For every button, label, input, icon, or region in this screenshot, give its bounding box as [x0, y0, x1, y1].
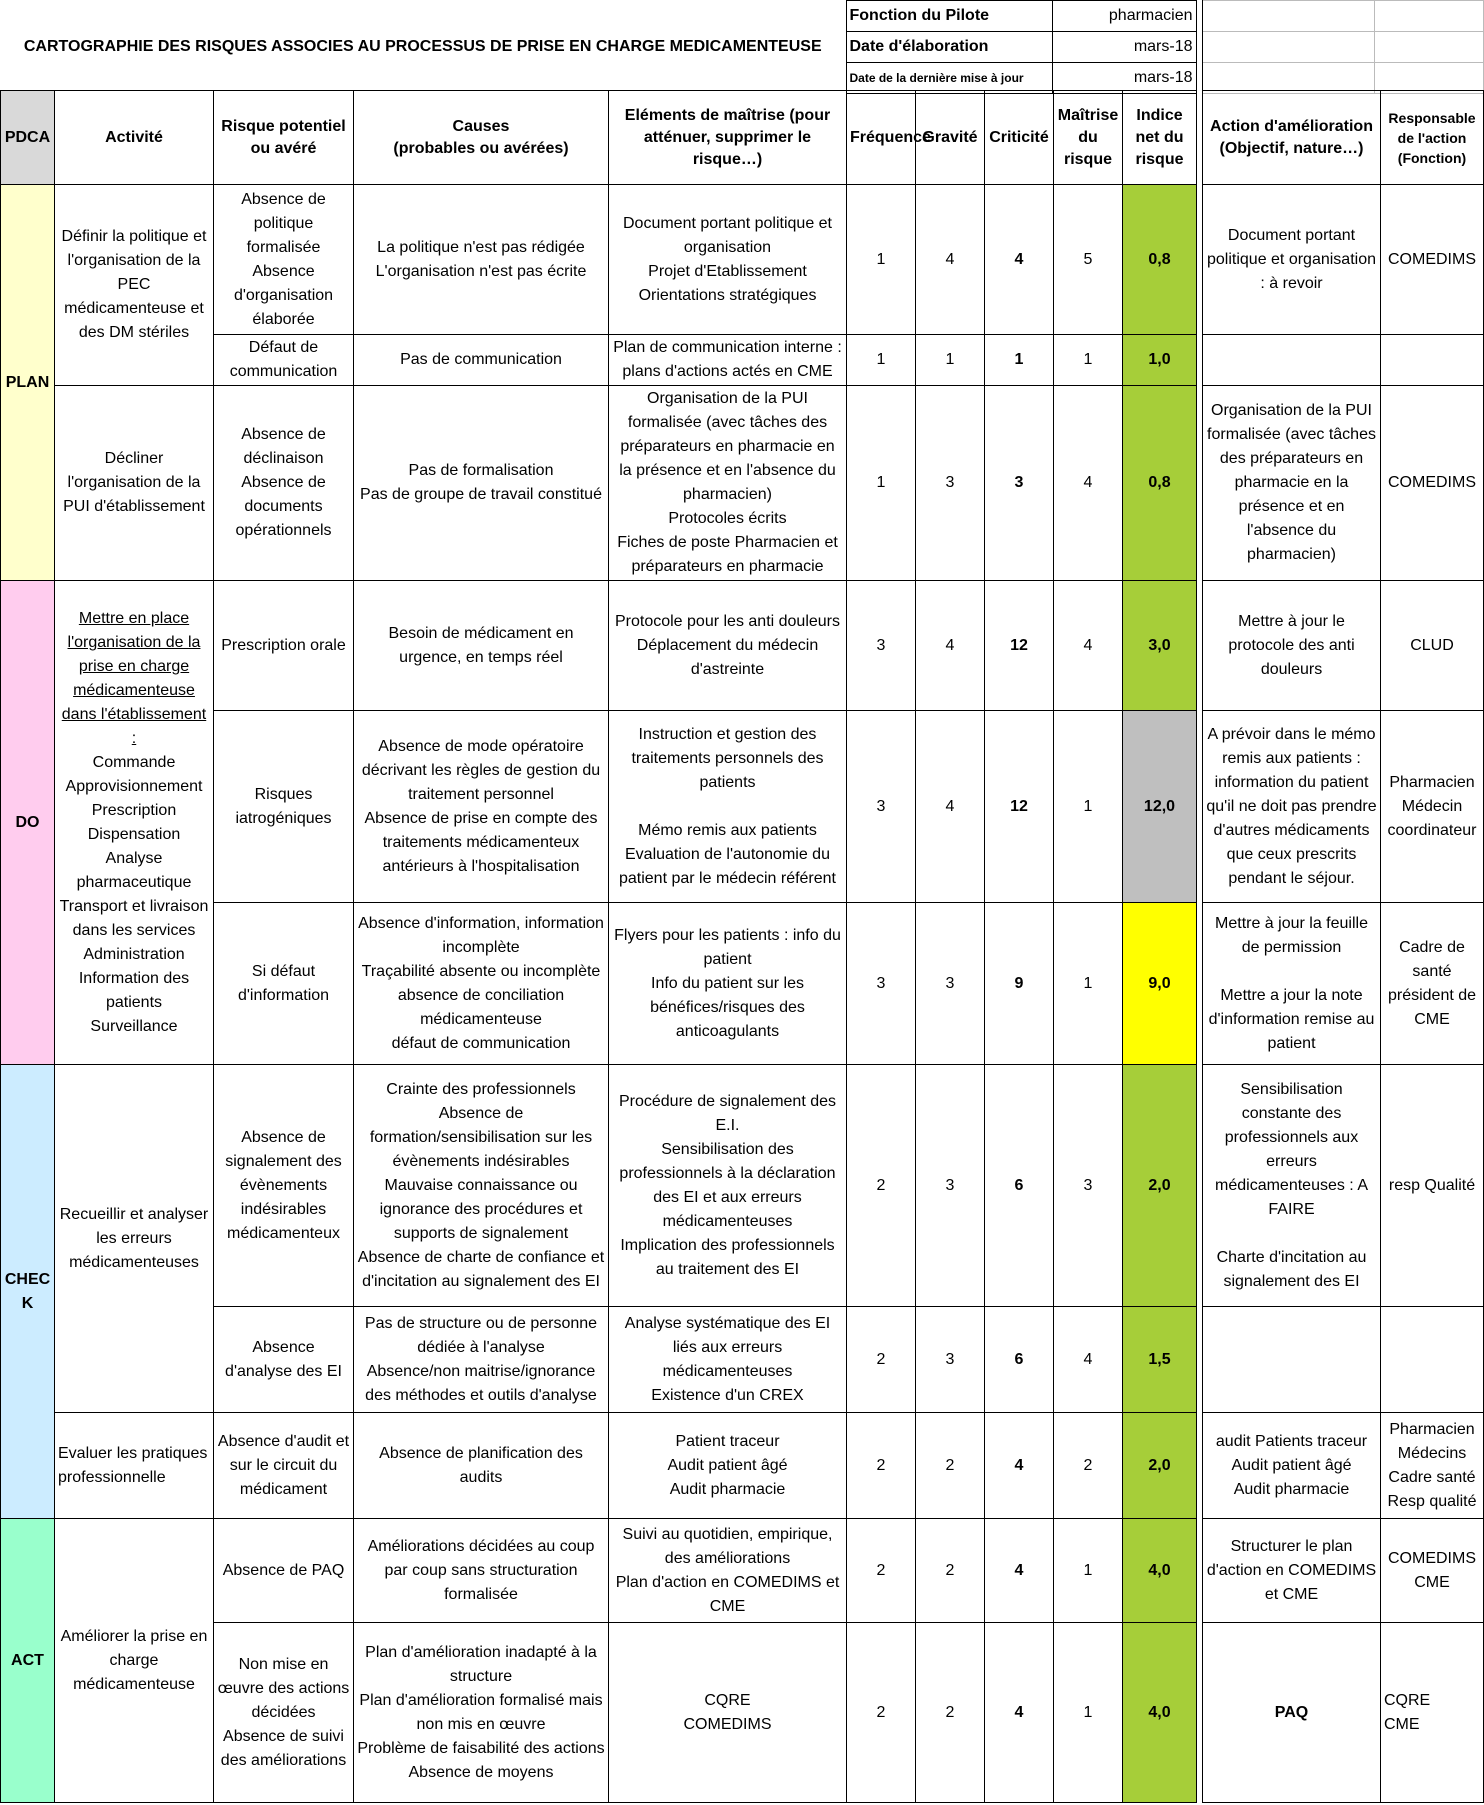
net-index-cell: 12,0: [1123, 711, 1197, 903]
criticity-cell: 6: [985, 1307, 1054, 1413]
causes-cell: Besoin de médicament en urgence, en temps réel: [354, 581, 609, 711]
controls-cell: Suivi au quotidien, empirique, des améliorations Plan d'action en COMEDIMS et CME: [609, 1519, 847, 1623]
action-cell: Organisation de la PUI formalisée (avec tâches des préparateurs en pharmacie en la présence et en l'absence du pharmacien): [1203, 386, 1381, 581]
action-cell: A prévoir dans le mémo remis aux patients : information du patient qu'il ne doit pas prendre d'autres médicaments que ceux prescrits pendant le séjour.: [1203, 711, 1381, 903]
phase-check: CHEC K: [1, 1065, 55, 1519]
gravity-cell: 4: [916, 581, 985, 711]
header-pdca: PDCA: [1, 91, 55, 185]
header-causes: Causes (probables ou avérées): [354, 91, 609, 185]
frequency-cell: 2: [847, 1065, 916, 1307]
phase-act: ACT: [1, 1519, 55, 1803]
net-index-cell: 0,8: [1123, 386, 1197, 581]
gravity-cell: 3: [916, 386, 985, 581]
creation-date-value: mars-18: [1052, 32, 1196, 63]
phase-plan: PLAN: [1, 185, 55, 581]
controls-cell: Document portant politique et organisation Projet d'Etablissement Orientations stratégiques: [609, 185, 847, 335]
net-index-cell: 0,8: [1123, 185, 1197, 335]
risk-cell: Absence de déclinaison Absence de documents opérationnels: [214, 386, 354, 581]
responsible-cell: COMEDIMS: [1381, 185, 1484, 335]
pilot-function-value: pharmacien: [1052, 1, 1196, 32]
activity-cell: Améliorer la prise en charge médicamenteuse: [55, 1519, 214, 1803]
gravity-cell: 2: [916, 1519, 985, 1623]
header-gravity: Gravité: [916, 91, 985, 185]
criticity-cell: 4: [985, 1519, 1054, 1623]
risk-cell: Non mise en œuvre des actions décidées Absence de suivi des améliorations: [214, 1623, 354, 1803]
header-activity: Activité: [55, 91, 214, 185]
responsible-cell: [1381, 335, 1484, 386]
gravity-cell: 4: [916, 185, 985, 335]
action-cell: Mettre à jour le protocole des anti douleurs: [1203, 581, 1381, 711]
table-row: [1, 1413, 1484, 1519]
net-index-cell: 3,0: [1123, 581, 1197, 711]
net-index-cell: 2,0: [1123, 1413, 1197, 1519]
causes-cell: Absence de mode opératoire décrivant les règles de gestion du traitement personnel Absence de prise en compte des traitements médicamenteux antérieurs à l'hospitalisation: [354, 711, 609, 903]
table-row: [1, 1065, 1484, 1307]
causes-cell: Pas de structure ou de personne dédiée à l'analyse Absence/non maitrise/ignorance des méthodes et outils d'analyse: [354, 1307, 609, 1413]
activity-title: Mettre en place l'organisation de la prise en charge médicamenteuse dans l'établissement :: [61, 609, 207, 747]
frequency-cell: 1: [847, 335, 916, 386]
action-cell: Mettre à jour la feuille de permission Mettre a jour la note d'information remise au patient: [1203, 903, 1381, 1065]
responsible-cell: resp Qualité: [1381, 1065, 1484, 1307]
action-cell: Sensibilisation constante des professionnels aux erreurs médicamenteuses : A FAIRE Charte d'incitation au signalement des EI: [1203, 1065, 1381, 1307]
frequency-cell: 3: [847, 711, 916, 903]
creation-date-label: Date d'élaboration: [846, 32, 1052, 63]
document-title: CARTOGRAPHIE DES RISQUES ASSOCIES AU PROCESSUS DE PRISE EN CHARGE MEDICAMENTEUSE: [23, 38, 822, 55]
table-row: [1, 1623, 1484, 1803]
criticity-cell: 3: [985, 386, 1054, 581]
criticity-cell: 12: [985, 711, 1054, 903]
controls-cell: Analyse systématique des EI liés aux erreurs médicamenteuses Existence d'un CREX: [609, 1307, 847, 1413]
causes-cell: Pas de communication: [354, 335, 609, 386]
action-cell: Document portant politique et organisation : à revoir: [1203, 185, 1381, 335]
frequency-cell: 1: [847, 386, 916, 581]
activity-steps: Commande Approvisionnement Prescription Dispensation Analyse pharmaceutique Transport et livraison dans les services Administration Information des patients Surveillance: [59, 753, 209, 1035]
causes-cell: Absence d'information, information incomplète Traçabilité absente ou incomplète absence de conciliation médicamenteuse défaut de communication: [354, 903, 609, 1065]
criticity-cell: 6: [985, 1065, 1054, 1307]
risk-table: [0, 90, 1484, 1803]
header-table: [0, 0, 1484, 94]
risk-cell: Absence d'audit et sur le circuit du médicament: [214, 1413, 354, 1519]
criticity-cell: 12: [985, 581, 1054, 711]
causes-cell: Pas de formalisation Pas de groupe de travail constitué: [354, 386, 609, 581]
table-row: [1, 711, 1484, 903]
activity-cell: Définir la politique et l'organisation de la PEC médicamenteuse et des DM stériles: [55, 185, 214, 386]
controls-cell: Procédure de signalement des E.I. Sensibilisation des professionnels à la déclaration des EI et aux erreurs médicamenteuses Implication des professionnels au traitement des EI: [609, 1065, 847, 1307]
responsible-cell: COMEDIMS: [1381, 386, 1484, 581]
header-action: Action d'amélioration (Objectif, nature…): [1203, 91, 1381, 185]
action-cell: [1203, 1307, 1381, 1413]
risk-cell: Si défaut d'information: [214, 903, 354, 1065]
frequency-cell: 2: [847, 1519, 916, 1623]
table-row: [1, 581, 1484, 711]
controls-cell: Flyers pour les patients : info du patient Info du patient sur les bénéfices/risques des anticoagulants: [609, 903, 847, 1065]
mastery-cell: 1: [1054, 903, 1123, 1065]
action-cell: audit Patients traceur Audit patient âgé Audit pharmacie: [1203, 1413, 1381, 1519]
gravity-cell: 3: [916, 1307, 985, 1413]
net-index-cell: 2,0: [1123, 1065, 1197, 1307]
risk-cell: Absence d'analyse des EI: [214, 1307, 354, 1413]
gravity-cell: 1: [916, 335, 985, 386]
mastery-cell: 1: [1054, 711, 1123, 903]
criticity-cell: 4: [985, 185, 1054, 335]
causes-cell: Plan d'amélioration inadapté à la structure Plan d'amélioration formalisé mais non mis en œuvre Problème de faisabilité des actions Absence de moyens: [354, 1623, 609, 1803]
controls-cell: Protocole pour les anti douleurs Déplacement du médecin d'astreinte: [609, 581, 847, 711]
responsible-cell: Pharmacien Médecins Cadre santé Resp qualité: [1381, 1413, 1484, 1519]
risk-cell: Absence de politique formalisée Absence d'organisation élaborée: [214, 185, 354, 335]
table-header-row: [1, 91, 1484, 185]
responsible-cell: Cadre de santé président de CME: [1381, 903, 1484, 1065]
controls-cell: Plan de communication interne : plans d'actions actés en CME: [609, 335, 847, 386]
table-row: [1, 903, 1484, 1065]
criticity-cell: 9: [985, 903, 1054, 1065]
criticity-cell: 4: [985, 1413, 1054, 1519]
mastery-cell: 4: [1054, 581, 1123, 711]
controls-cell: CQRE COMEDIMS: [609, 1623, 847, 1803]
action-cell: PAQ: [1203, 1623, 1381, 1803]
table-row: [1, 1307, 1484, 1413]
action-cell: [1203, 335, 1381, 386]
mastery-cell: 4: [1054, 386, 1123, 581]
responsible-cell: [1381, 1307, 1484, 1413]
update-date-label: Date de la dernière mise à jour: [846, 63, 1052, 94]
criticity-cell: 4: [985, 1623, 1054, 1803]
header-criticity: Criticité: [985, 91, 1054, 185]
mastery-cell: 1: [1054, 1623, 1123, 1803]
controls-cell: Patient traceur Audit patient âgé Audit pharmacie: [609, 1413, 847, 1519]
risk-cell: Prescription orale: [214, 581, 354, 711]
frequency-cell: 2: [847, 1623, 916, 1803]
risk-cell: Risques iatrogéniques: [214, 711, 354, 903]
net-index-cell: 1,5: [1123, 1307, 1197, 1413]
mastery-cell: 4: [1054, 1307, 1123, 1413]
header-responsible: Responsable de l'action (Fonction): [1381, 91, 1484, 185]
risk-cell: Défaut de communication: [214, 335, 354, 386]
table-row: [1, 185, 1484, 335]
criticity-cell: 1: [985, 335, 1054, 386]
mastery-cell: 5: [1054, 185, 1123, 335]
gravity-cell: 2: [916, 1623, 985, 1803]
table-row: [1, 335, 1484, 386]
causes-cell: Crainte des professionnels Absence de formation/sensibilisation sur les évènements indésirables Mauvaise connaissance ou ignorance des procédures et supports de signalement Absence de charte de confiance et d'incitation au signalement des EI: [354, 1065, 609, 1307]
controls-cell: Organisation de la PUI formalisée (avec tâches des préparateurs en pharmacie en la présence et en l'absence du pharmacien) Protocoles écrits Fiches de poste Pharmacien et préparateurs en pharmacie: [609, 386, 847, 581]
mastery-cell: 2: [1054, 1413, 1123, 1519]
causes-cell: Améliorations décidées au coup par coup sans structuration formalisée: [354, 1519, 609, 1623]
activity-cell: Recueillir et analyser les erreurs médicamenteuses: [55, 1065, 214, 1413]
net-index-cell: 4,0: [1123, 1623, 1197, 1803]
phase-do: DO: [1, 581, 55, 1065]
pilot-function-label: Fonction du Pilote: [846, 1, 1052, 32]
update-date-value: mars-18: [1052, 63, 1196, 94]
gravity-cell: 3: [916, 903, 985, 1065]
controls-cell: Instruction et gestion des traitements personnels des patients Mémo remis aux patients Evaluation de l'autonomie du patient par le médecin référent: [609, 711, 847, 903]
net-index-cell: 1,0: [1123, 335, 1197, 386]
causes-cell: Absence de planification des audits: [354, 1413, 609, 1519]
mastery-cell: 1: [1054, 1519, 1123, 1623]
activity-cell: Décliner l'organisation de la PUI d'établissement: [55, 386, 214, 581]
table-row: [1, 1519, 1484, 1623]
responsible-cell: COMEDIMS CME: [1381, 1519, 1484, 1623]
header-frequency: Fréquence: [847, 91, 916, 185]
gravity-cell: 2: [916, 1413, 985, 1519]
net-index-cell: 9,0: [1123, 903, 1197, 1065]
responsible-cell: Pharmacien Médecin coordinateur: [1381, 711, 1484, 903]
action-cell: Structurer le plan d'action en COMEDIMS et CME: [1203, 1519, 1381, 1623]
frequency-cell: 3: [847, 903, 916, 1065]
frequency-cell: 2: [847, 1413, 916, 1519]
header-mastery: Maîtrise du risque: [1054, 91, 1123, 185]
header-controls: Eléments de maîtrise (pour atténuer, supprimer le risque…): [609, 91, 847, 185]
responsible-cell: CLUD: [1381, 581, 1484, 711]
risk-cell: Absence de signalement des évènements indésirables médicamenteux: [214, 1065, 354, 1307]
frequency-cell: 2: [847, 1307, 916, 1413]
gravity-cell: 4: [916, 711, 985, 903]
responsible-cell: CQRE CME: [1381, 1623, 1484, 1803]
causes-cell: La politique n'est pas rédigée L'organisation n'est pas écrite: [354, 185, 609, 335]
activity-cell: Evaluer les pratiques professionnelle: [55, 1413, 214, 1519]
net-index-cell: 4,0: [1123, 1519, 1197, 1623]
header-risk: Risque potentiel ou avéré: [214, 91, 354, 185]
frequency-cell: 1: [847, 185, 916, 335]
gravity-cell: 3: [916, 1065, 985, 1307]
mastery-cell: 1: [1054, 335, 1123, 386]
table-row: [1, 386, 1484, 581]
header-net-index: Indice net du risque: [1123, 91, 1197, 185]
frequency-cell: 3: [847, 581, 916, 711]
risk-cell: Absence de PAQ: [214, 1519, 354, 1623]
activity-cell: [55, 581, 214, 1065]
mastery-cell: 3: [1054, 1065, 1123, 1307]
